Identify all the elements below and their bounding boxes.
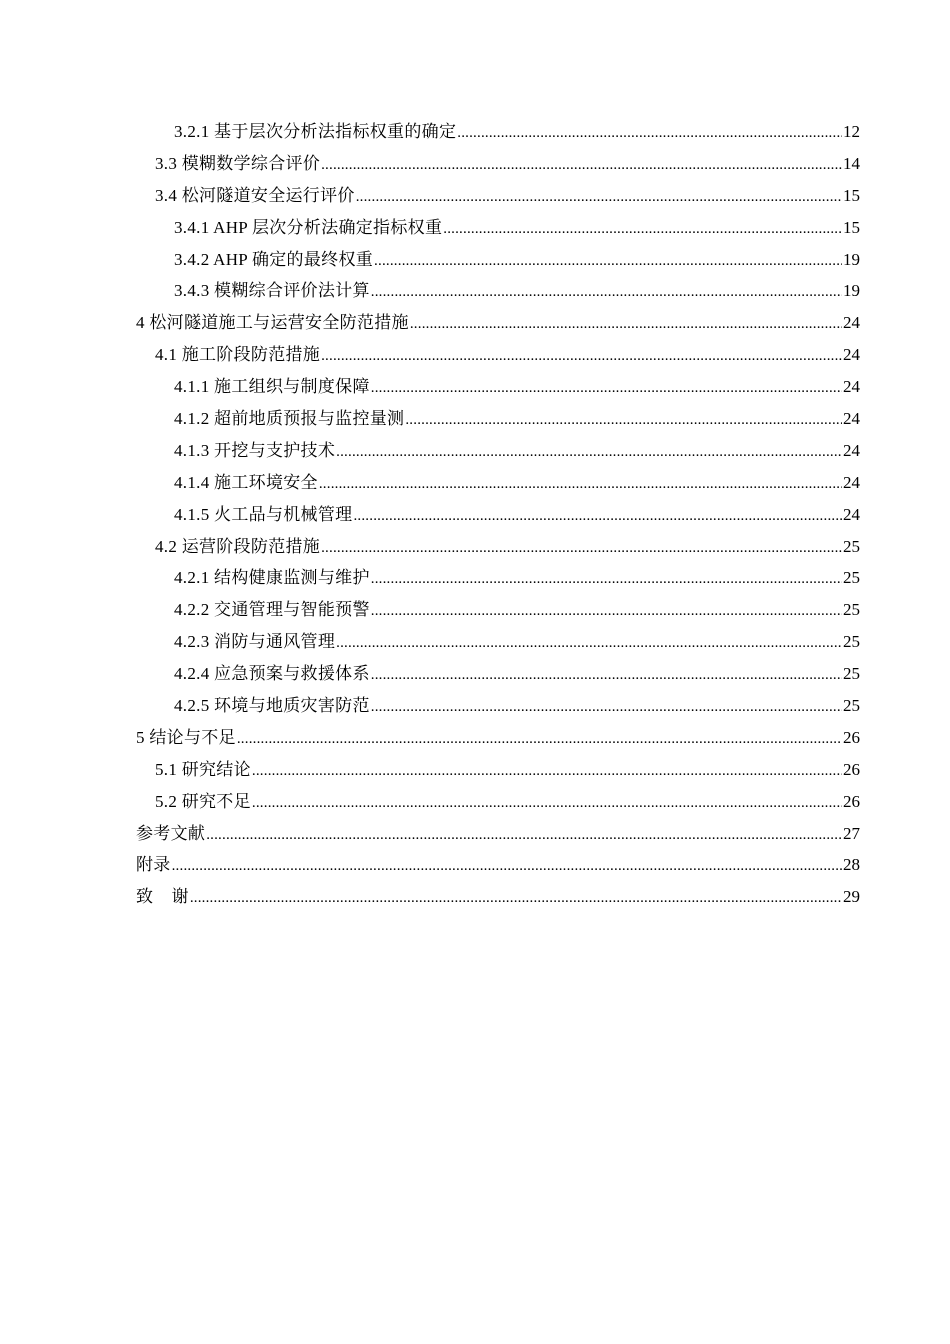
toc-dot-leader xyxy=(321,533,842,565)
table-of-contents xyxy=(136,116,860,913)
toc-entry-title: 3.4 松河隧道安全运行评价 xyxy=(155,185,355,205)
toc-entry-title: 3.4.3 模糊综合评价法计算 xyxy=(174,281,370,301)
toc-entry-title: 3.4.2 AHP 确定的最终权重 xyxy=(174,249,374,269)
toc-dot-leader xyxy=(190,883,842,915)
toc-entry-title: 4.1 施工阶段防范措施 xyxy=(155,345,321,365)
toc-entry-page-number: 24 xyxy=(843,313,860,333)
toc-dot-leader xyxy=(321,341,842,373)
toc-dot-leader xyxy=(336,628,842,660)
toc-entry-title: 5 结论与不足 xyxy=(136,727,236,747)
toc-entry-page-number: 25 xyxy=(843,696,860,716)
toc-entry[interactable] xyxy=(136,403,860,435)
toc-entry[interactable] xyxy=(136,180,860,212)
toc-entry[interactable] xyxy=(136,531,860,563)
toc-entry-title: 4 松河隧道施工与运营安全防范措施 xyxy=(136,313,409,333)
toc-entry[interactable] xyxy=(136,562,860,594)
toc-entry[interactable] xyxy=(136,339,860,371)
toc-entry-page-number: 24 xyxy=(843,472,860,492)
toc-dot-leader xyxy=(206,820,842,852)
toc-dot-leader xyxy=(371,277,842,309)
toc-dot-leader xyxy=(457,118,842,150)
toc-dot-leader xyxy=(371,596,842,628)
toc-entry-title: 3.3 模糊数学综合评价 xyxy=(155,153,321,173)
toc-entry-page-number: 25 xyxy=(843,536,860,556)
toc-entry-page-number: 19 xyxy=(843,249,860,269)
toc-dot-leader xyxy=(319,469,842,501)
toc-entry-title: 4.1.3 开挖与支护技术 xyxy=(174,440,336,460)
toc-entry-page-number: 14 xyxy=(843,153,860,173)
toc-entry-page-number: 15 xyxy=(843,217,860,237)
toc-entry-title: 4.2.4 应急预案与救援体系 xyxy=(174,664,370,684)
toc-entry-title: 4.1.2 超前地质预报与监控量测 xyxy=(174,409,405,429)
toc-entry-title: 4.1.5 火工品与机械管理 xyxy=(174,504,353,524)
toc-entry-page-number: 24 xyxy=(843,409,860,429)
toc-entry-title: 4.1.4 施工环境安全 xyxy=(174,472,318,492)
toc-entry-title: 5.1 研究结论 xyxy=(155,759,251,779)
toc-entry-page-number: 25 xyxy=(843,600,860,620)
toc-entry-page-number: 29 xyxy=(843,887,860,907)
toc-dot-leader xyxy=(172,851,842,883)
toc-dot-leader xyxy=(237,724,842,756)
toc-entry[interactable] xyxy=(136,881,860,913)
toc-dot-leader xyxy=(353,501,842,533)
toc-entry[interactable] xyxy=(136,212,860,244)
toc-dot-leader xyxy=(356,182,842,214)
toc-entry[interactable] xyxy=(136,722,860,754)
toc-entry-title: 3.2.1 基于层次分析法指标权重的确定 xyxy=(174,122,457,141)
toc-dot-leader xyxy=(374,246,842,278)
toc-dot-leader xyxy=(371,564,842,596)
toc-entry[interactable] xyxy=(136,754,860,786)
toc-entry-title: 4.2.1 结构健康监测与维护 xyxy=(174,568,370,588)
toc-dot-leader xyxy=(405,405,842,437)
toc-entry-page-number: 28 xyxy=(843,855,860,875)
toc-entry-page-number: 24 xyxy=(843,440,860,460)
toc-entry[interactable] xyxy=(136,371,860,403)
toc-entry-title: 4.2.2 交通管理与智能预警 xyxy=(174,600,370,620)
toc-entry-page-number: 12 xyxy=(843,122,860,141)
toc-dot-leader xyxy=(336,437,842,469)
toc-entry-title: 5.2 研究不足 xyxy=(155,791,251,811)
toc-entry[interactable] xyxy=(136,275,860,307)
toc-entry[interactable] xyxy=(136,244,860,276)
toc-entry[interactable] xyxy=(136,786,860,818)
toc-entry[interactable] xyxy=(136,116,860,148)
toc-entry-page-number: 24 xyxy=(843,504,860,524)
toc-entry-page-number: 26 xyxy=(843,791,860,811)
toc-dot-leader xyxy=(410,309,842,341)
toc-entry-page-number: 27 xyxy=(843,823,860,843)
toc-entry-title: 3.4.1 AHP 层次分析法确定指标权重 xyxy=(174,217,443,237)
toc-entry[interactable] xyxy=(136,307,860,339)
toc-dot-leader xyxy=(443,214,842,246)
toc-entry-title: 4.2.3 消防与通风管理 xyxy=(174,632,336,652)
toc-entry-title: 参考文献 xyxy=(136,823,206,843)
toc-entry-page-number: 25 xyxy=(843,632,860,652)
toc-dot-leader xyxy=(252,756,842,788)
toc-entry-title: 致 谢 xyxy=(136,887,189,907)
toc-entry-page-number: 25 xyxy=(843,664,860,684)
toc-entry-title: 4.2.5 环境与地质灾害防范 xyxy=(174,696,370,716)
toc-dot-leader xyxy=(371,660,842,692)
toc-dot-leader xyxy=(371,692,842,724)
toc-entry-page-number: 15 xyxy=(843,185,860,205)
toc-entry[interactable] xyxy=(136,467,860,499)
toc-entry[interactable] xyxy=(136,499,860,531)
toc-dot-leader xyxy=(321,150,842,182)
toc-entry-page-number: 24 xyxy=(843,377,860,397)
toc-entry[interactable] xyxy=(136,626,860,658)
toc-entry[interactable] xyxy=(136,594,860,626)
toc-dot-leader xyxy=(252,788,842,820)
toc-entry-title: 4.2 运营阶段防范措施 xyxy=(155,536,321,556)
toc-entry-page-number: 26 xyxy=(843,759,860,779)
toc-entry-page-number: 26 xyxy=(843,727,860,747)
toc-entry-page-number: 19 xyxy=(843,281,860,301)
toc-dot-leader xyxy=(371,373,842,405)
toc-entry[interactable] xyxy=(136,435,860,467)
toc-entry-title: 附录 xyxy=(136,855,171,875)
toc-entry[interactable] xyxy=(136,690,860,722)
toc-entry-page-number: 24 xyxy=(843,345,860,365)
toc-entry[interactable] xyxy=(136,818,860,850)
toc-entry[interactable] xyxy=(136,658,860,690)
toc-entry[interactable] xyxy=(136,849,860,881)
toc-entry-page-number: 25 xyxy=(843,568,860,588)
toc-entry-title: 4.1.1 施工组织与制度保障 xyxy=(174,377,370,397)
toc-entry[interactable] xyxy=(136,148,860,180)
